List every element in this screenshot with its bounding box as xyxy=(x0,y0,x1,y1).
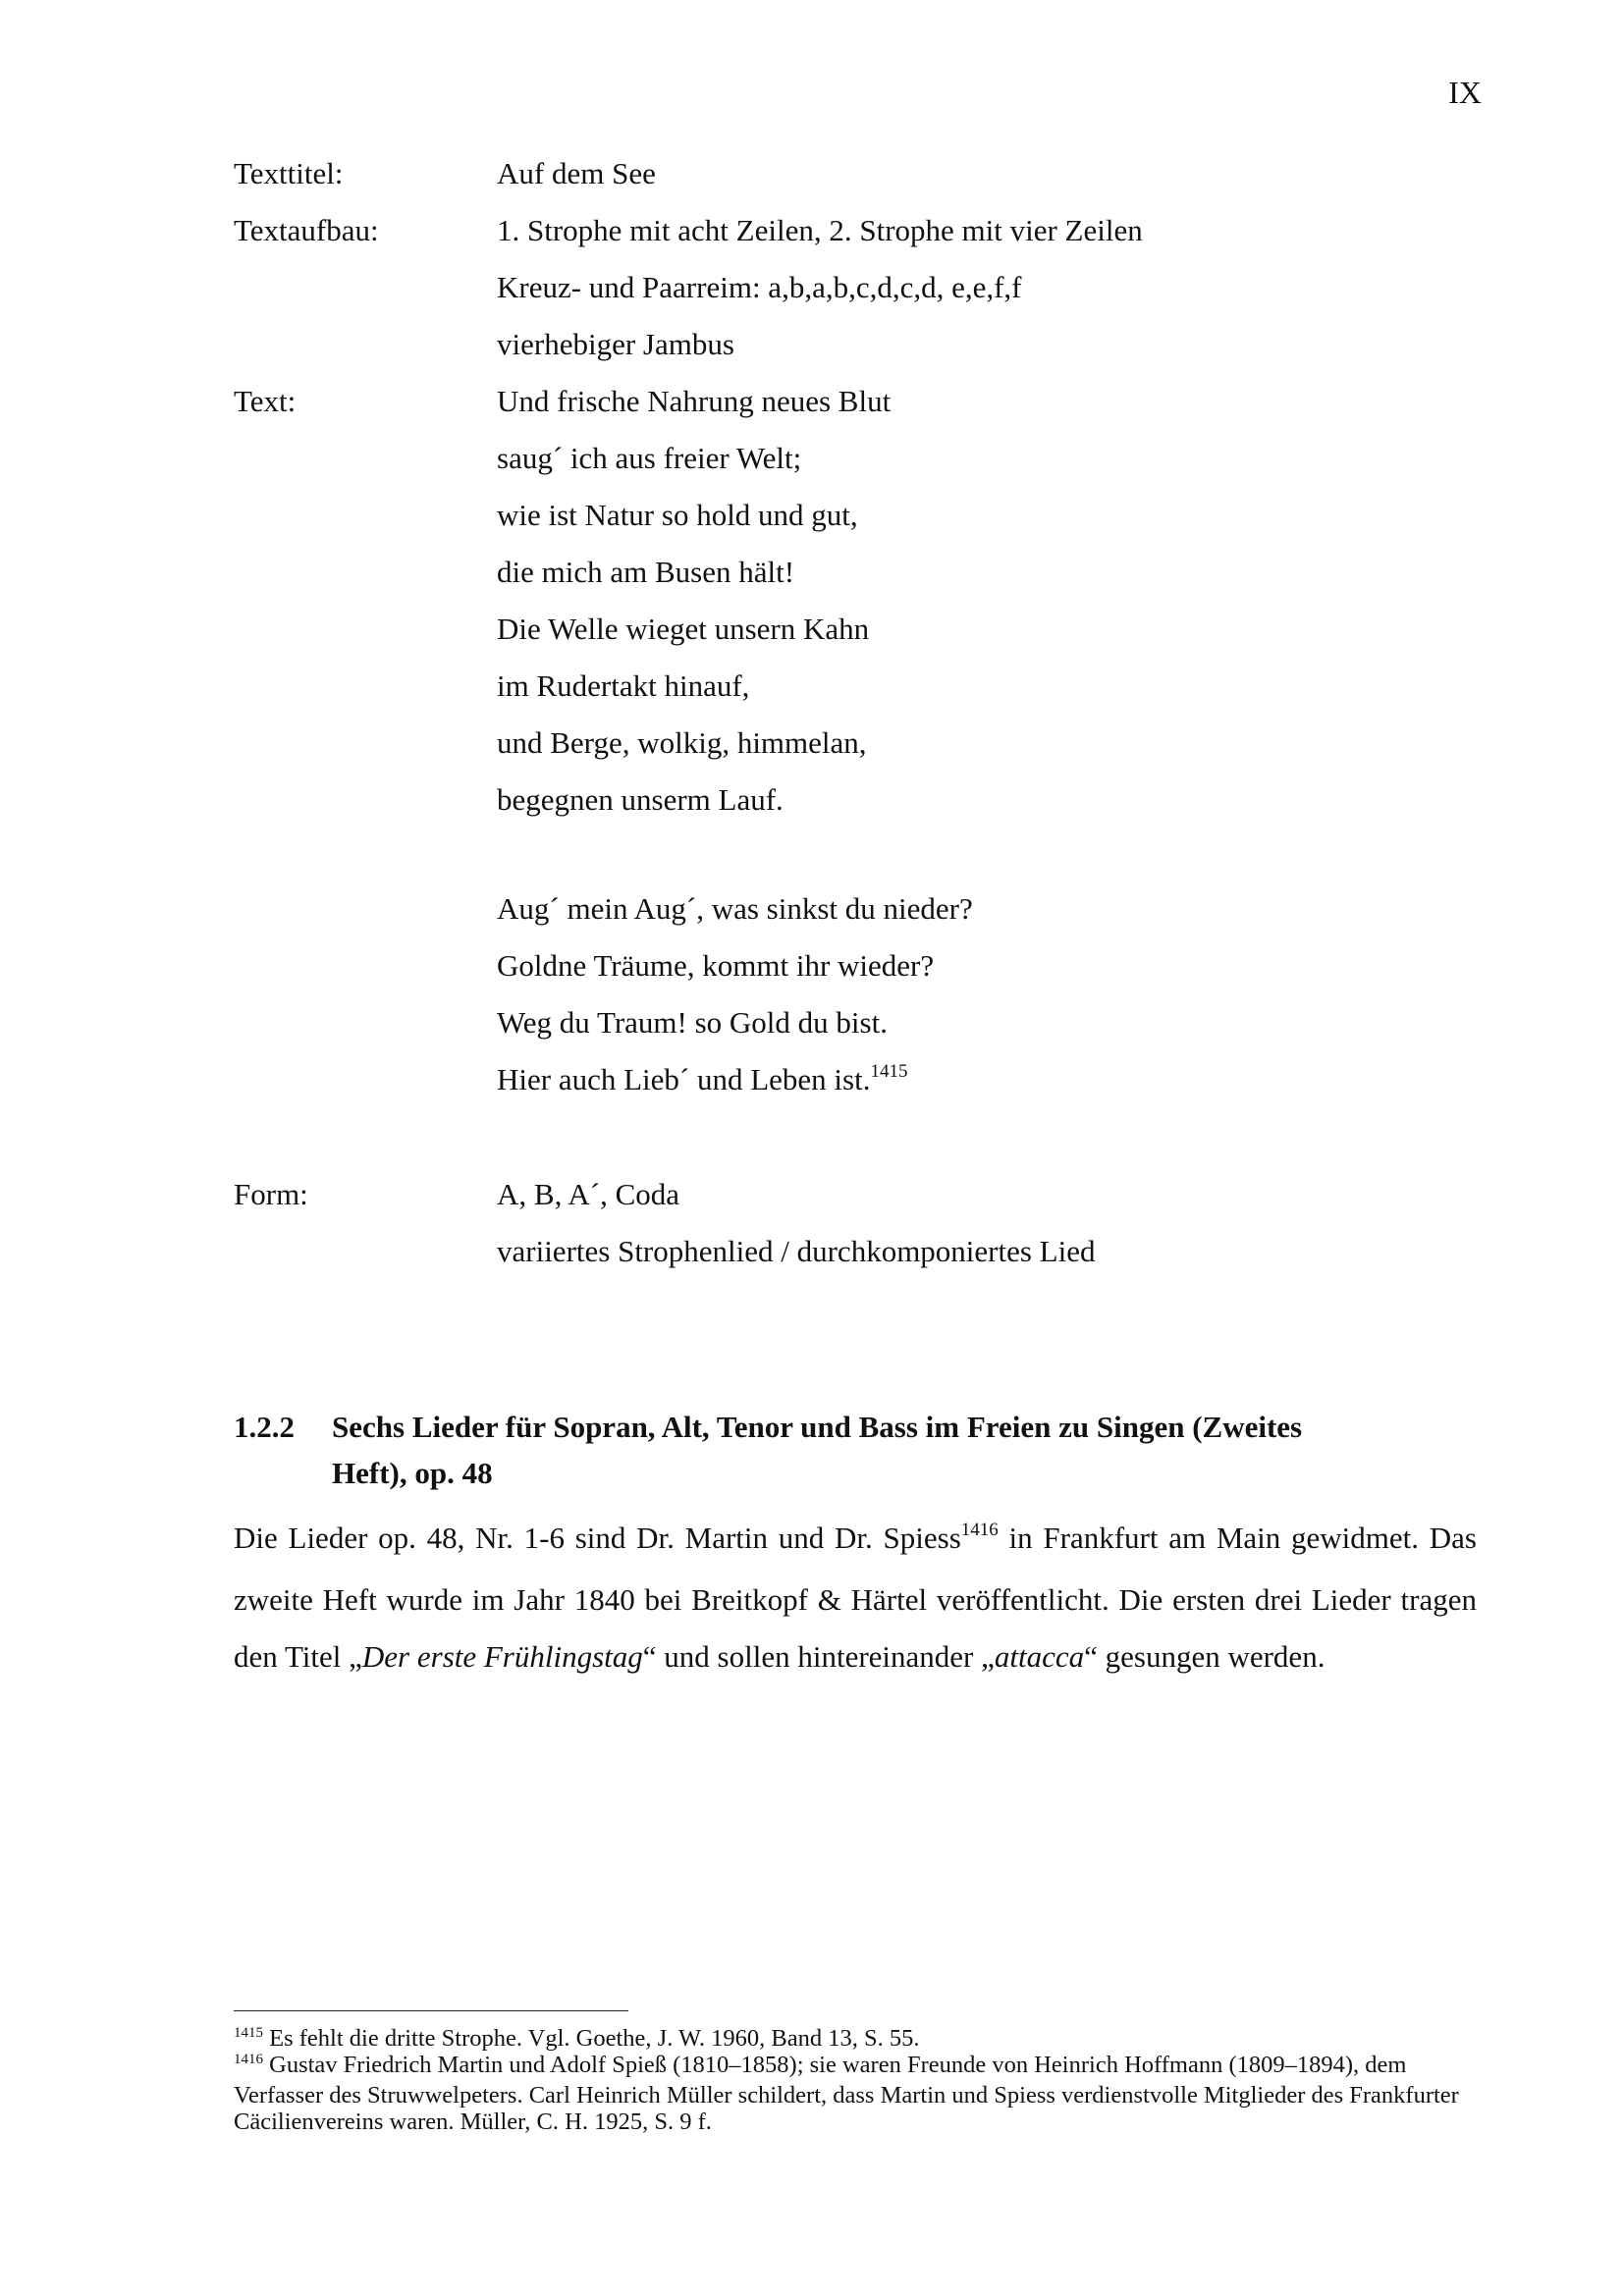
poem-line: saug´ ich aus freier Welt; xyxy=(497,441,802,475)
value-texttitel: Auf dem See xyxy=(497,156,656,190)
poem-line: die mich am Busen hält! xyxy=(497,555,795,589)
footnote-text: Gustav Friedrich Martin und Adolf Spieß (1810–1858); sie waren Freunde von Heinrich Hoffmann (1809–1894), dem Verfasser des Struwwelpeters. Carl Heinrich Müller schildert, dass Martin und Spiess verdienstvolle Mitglieder des Frankfurter Cäcilienvereins waren. Müller, C. H. 1925, S. 9 f. xyxy=(234,2052,1459,2135)
poem-line: Aug´ mein Aug´, was sinkst du nieder? xyxy=(497,891,973,926)
poem-line: und Berge, wolkig, himmelan, xyxy=(497,725,867,760)
section-heading xyxy=(234,1399,1302,1456)
section-title-line1: Sechs Lieder für Sopran, Alt, Tenor und Bass im Freien zu Singen (Zweites xyxy=(332,1410,1303,1444)
footnote-1416 xyxy=(234,2052,1477,2135)
paragraph-text: in Frankfurt am Main gewidmet. Das zweite Heft wurde im Jahr 1840 bei Breitkopf & Härtel veröffentlicht. Die ersten drei Lieder tragen den Titel „ xyxy=(234,1521,1477,1674)
page-number: IX xyxy=(1448,75,1482,110)
section-number: 1.2.2 xyxy=(234,1410,295,1444)
footnote-separator xyxy=(234,2010,628,2011)
footnote-ref-1415[interactable]: 1415 xyxy=(870,1061,908,1082)
textaufbau-line: Kreuz- und Paarreim: a,b,a,b,c,d,c,d, e,e,f,f xyxy=(497,270,1022,304)
label-textaufbau: Textaufbau: xyxy=(234,213,379,247)
label-form: Form: xyxy=(234,1177,308,1211)
poem-line: wie ist Natur so hold und gut, xyxy=(497,498,858,532)
title-der-erste-fruehlingstag: Der erste Frühlingstag xyxy=(361,1639,643,1674)
paragraph-text: “ und sollen hintereinander „ xyxy=(642,1639,995,1674)
paragraph-text: “ gesungen werden. xyxy=(1084,1639,1325,1674)
term-attacca: attacca xyxy=(994,1639,1085,1674)
paragraph-text: Die Lieder op. 48, Nr. 1-6 sind Dr. Martin und Dr. Spiess xyxy=(234,1521,961,1555)
poem-line: begegnen unserm Lauf. xyxy=(497,782,784,817)
poem-line-last xyxy=(497,1060,907,1104)
poem-line: Die Welle wieget unsern Kahn xyxy=(497,612,870,646)
poem-line: Weg du Traum! so Gold du bist. xyxy=(497,1005,888,1040)
footnote-number: 1416 xyxy=(234,2052,263,2067)
label-text: Text: xyxy=(234,384,297,418)
form-line: A, B, A´, Coda xyxy=(497,1177,679,1211)
poem-line: Goldne Träume, kommt ihr wieder? xyxy=(497,948,935,983)
textaufbau-line: vierhebiger Jambus xyxy=(497,327,734,361)
poem-line: Und frische Nahrung neues Blut xyxy=(497,384,892,418)
label-texttitel: Texttitel: xyxy=(234,156,344,190)
textaufbau-line: 1. Strophe mit acht Zeilen, 2. Strophe mit vier Zeilen xyxy=(497,213,1143,247)
poem-line-text: Hier auch Lieb´ und Leben ist. xyxy=(497,1062,871,1096)
poem-line: im Rudertakt hinauf, xyxy=(497,668,750,703)
form-line: variiertes Strophenlied / durchkomponiertes Lied xyxy=(497,1234,1096,1268)
footnote-number: 1415 xyxy=(234,2025,263,2041)
section-title-line2: Heft), op. 48 xyxy=(332,1456,493,1490)
footnote-text: Es fehlt die dritte Strophe. Vgl. Goethe, J. W. 1960, Band 13, S. 55. xyxy=(263,2025,920,2052)
body-paragraph xyxy=(234,1510,1477,1685)
footnote-ref-1416[interactable]: 1416 xyxy=(960,1520,999,1540)
